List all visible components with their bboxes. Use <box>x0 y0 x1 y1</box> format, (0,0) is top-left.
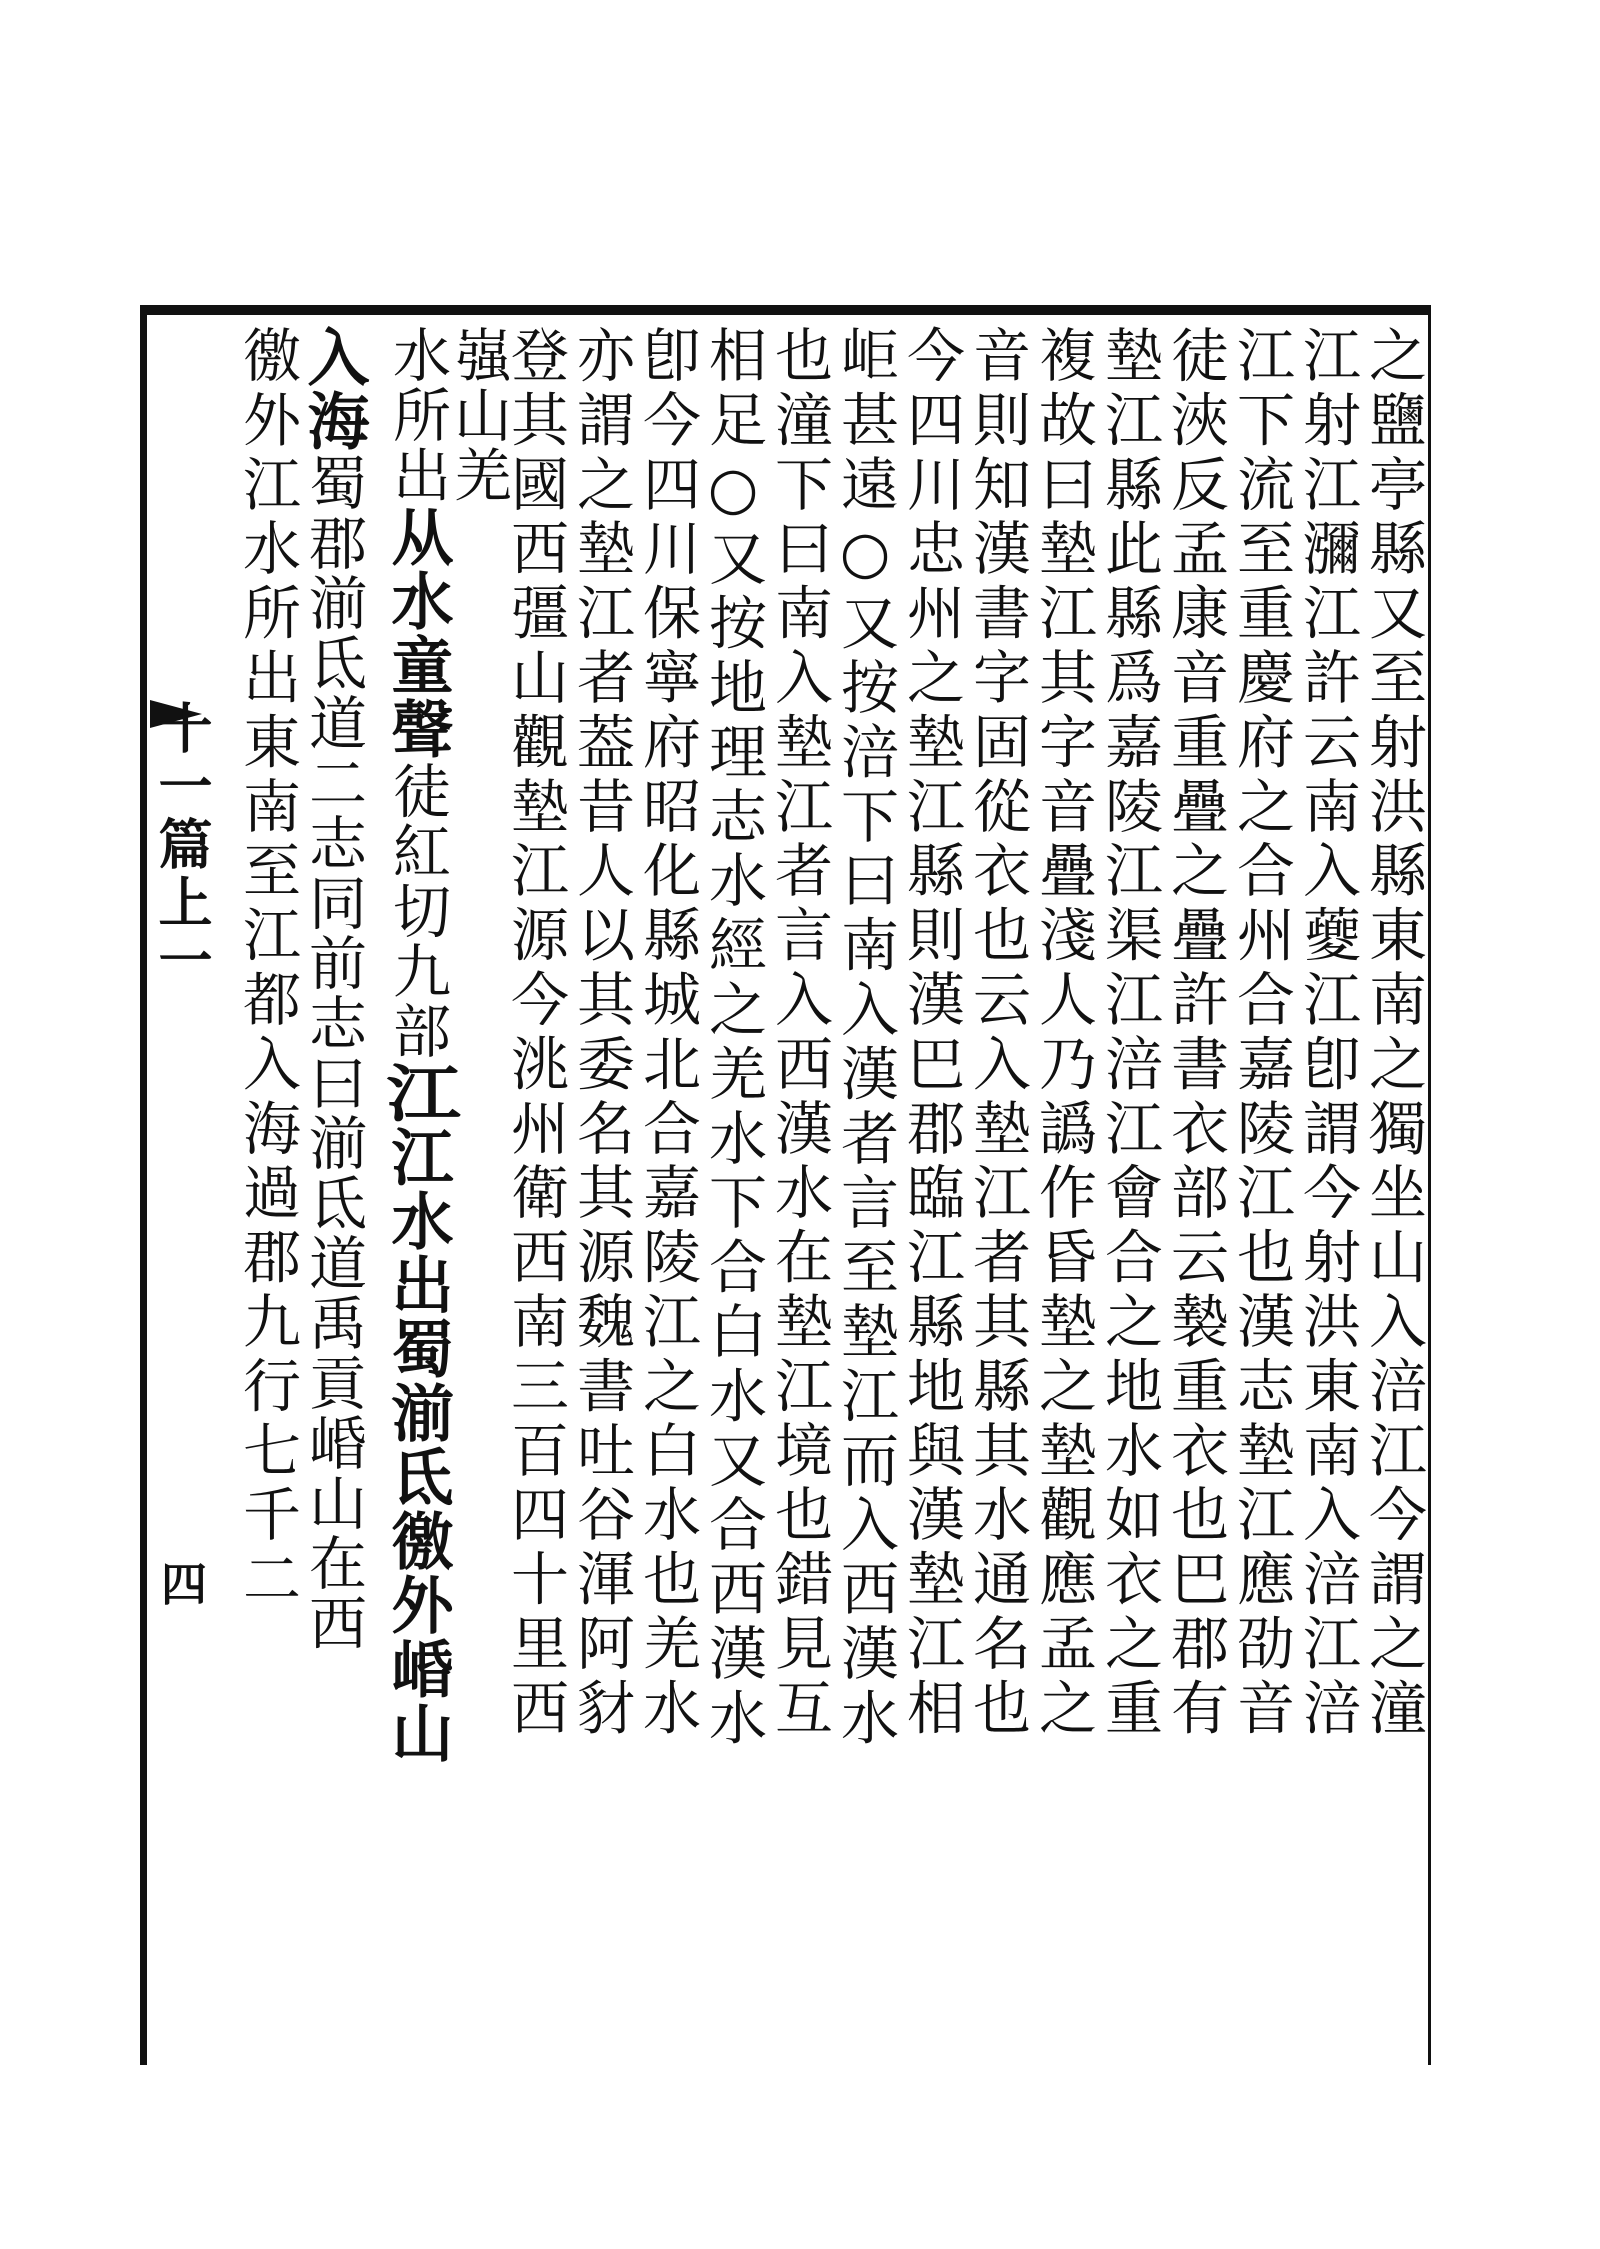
text-column-18: 徼外江水所出東南至江都入海過郡九行七千二 <box>233 325 301 1613</box>
text-column-8: 今四川忠州之墊江縣則漢巴郡臨江縣地與漢墊江相 <box>897 325 965 1742</box>
text-column-5: 墊江縣此縣爲嘉陵江渠江涪江會合之地水如衣之重 <box>1095 325 1163 1742</box>
text-column-6: 複故曰墊江其字音疊淺人乃譌作昏墊之墊觀應孟之 <box>1029 325 1097 1742</box>
text-column-7: 音則知漢書字固從衣也云入墊江者其縣其水通名也 <box>963 325 1031 1742</box>
headword-segment: 江水出蜀湔氐徼外崏山 <box>381 1125 454 1765</box>
note-segment: 徒紅切九部 <box>383 761 451 1061</box>
right-rule-line <box>1428 305 1431 2065</box>
text-column-2: 江射江瀰江許云南入䕫江卽謂今射洪東南入涪江涪 <box>1293 325 1361 1742</box>
text-column-14: 登其國西彊山觀墊江源今洮州衛西南三百四十里西 <box>501 325 569 1742</box>
text-column-4: 徒浹反孟康音重疊之疊許書衣部云褺重衣也巴郡有 <box>1161 325 1229 1742</box>
text-column-13: 亦謂之墊江者葢昔人以其委名其源魏書吐谷渾阿豺 <box>567 325 635 1742</box>
chapter-label: 十一篇上一 <box>150 700 214 990</box>
page-number: 四 <box>154 1560 208 1606</box>
text-column-12: 卽今四川保寧府昭化縣城北合嘉陵江之白水也羌水 <box>633 325 701 1742</box>
text-column-1: 之鹽亭縣又至射洪縣東南之獨坐山入涪江今謂之潼 <box>1359 325 1427 1742</box>
note-segment: 嵹山羌 <box>444 325 512 505</box>
headword-segment: 从水童聲 <box>381 505 454 761</box>
text-column-11: 相足○又按地理志水經之羌水下合白水又合西漢水 <box>699 325 767 1752</box>
text-column-9: 岠甚遠○又按涪下曰南入漢者言至墊江而入西漢水 <box>831 325 899 1752</box>
headword-segment: 入海 <box>297 325 370 453</box>
text-column-16 <box>373 325 462 2035</box>
note-segment: 水所出 <box>383 325 451 505</box>
text-column-10: 也潼下曰南入墊江者言入西漢水在墊江境也錯見互 <box>765 325 833 1742</box>
text-column-3: 江下流至重慶府之合州合嘉陵江也漢志墊江應劭音 <box>1227 325 1295 1742</box>
note-segment: 蜀郡湔氐道二志同前志曰湔氐道禹貢崏山在西 <box>299 453 367 1653</box>
text-column-17 <box>297 325 370 2035</box>
seal-script-character: 江 <box>373 1061 462 1125</box>
text-column-15 <box>445 325 511 2035</box>
